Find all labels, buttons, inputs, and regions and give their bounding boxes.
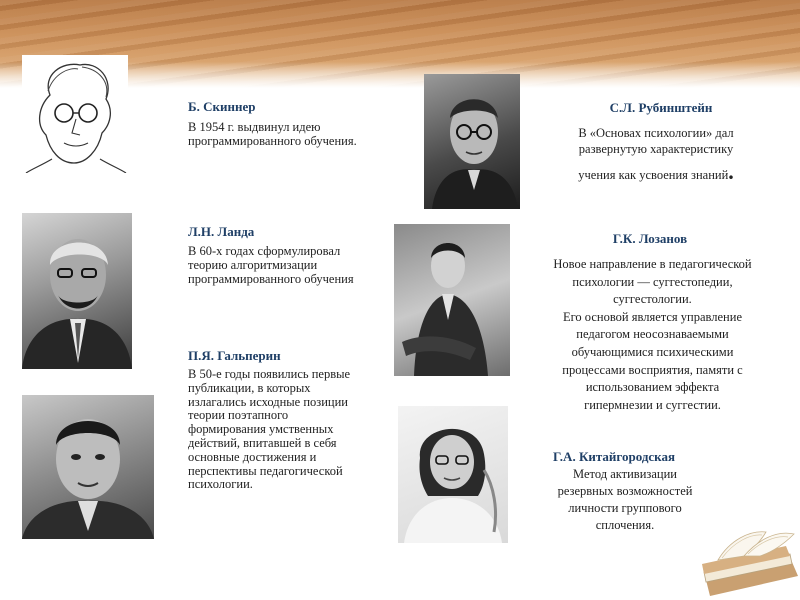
- galperin-description-line: основные достижения и: [188, 449, 317, 464]
- galperin-description-line: действий, впитавшей в себя: [188, 435, 337, 450]
- galperin-description-line: теории поэтапного: [188, 408, 289, 423]
- lozanov-description-line: Новое направление в педагогической: [553, 257, 752, 271]
- lozanov-description-line: педагогом неосознаваемыми: [576, 327, 729, 342]
- lozanov-description-line: процессами восприятия, памяти с: [562, 362, 743, 377]
- lozanov-description-line: психологии — суггестопедии,: [572, 274, 733, 289]
- skinner-description-line: В 1954 г. выдвинул идею: [188, 120, 321, 134]
- lozanov-description-line: обучающимися психическими: [571, 344, 734, 359]
- lozanov-name: Г.К. Лозанов: [612, 231, 688, 246]
- lozanov-portrait: [394, 224, 510, 376]
- galperin-name: П.Я. Гальперин: [188, 348, 281, 363]
- galperin-description: [188, 368, 388, 492]
- kitaygorodskaya-description-line: резервных возможностей: [557, 484, 693, 498]
- open-books-icon: [688, 510, 800, 600]
- lozanov-description: [520, 256, 785, 414]
- kitaygorodskaya-name: Г.А. Китайгородская: [553, 449, 676, 464]
- galperin-description-line: формирования умственных: [188, 422, 334, 437]
- landa-description-line: программированного обучения: [188, 272, 354, 286]
- kitaygorodskaya-description-line: личности группового: [568, 501, 682, 515]
- galperin-description-line: публикации, в которых: [188, 380, 311, 395]
- galperin-description-line: В 50-е годы появились первые: [188, 367, 351, 381]
- landa-name: Л.Н. Ланда: [188, 224, 255, 239]
- skinner-description-line: программированного обучения.: [188, 134, 357, 148]
- galperin-portrait: [22, 395, 154, 539]
- rubinstein-description: [548, 125, 764, 183]
- galperin-description-line: психологии.: [188, 477, 253, 492]
- kitaygorodskaya-portrait: [398, 406, 508, 543]
- rubinstein-description-line: развернутую характеристику: [578, 142, 734, 156]
- rubinstein-period: .: [728, 159, 734, 184]
- lozanov-description-line: использованием эффекта: [585, 380, 720, 395]
- landa-description-line: теорию алгоритмизации: [188, 258, 318, 272]
- galperin-description-line: перспективы педагогической: [188, 463, 343, 478]
- skinner-description: [188, 120, 357, 148]
- lozanov-description-line: Его основой является управление: [562, 309, 742, 324]
- galperin-description-line: излагались исходные позиции: [188, 394, 348, 409]
- landa-description-line: В 60-х годах сформулировал: [188, 244, 341, 258]
- lozanov-description-line: суггестологии.: [613, 292, 692, 307]
- lozanov-description-line: гипермнезии и суггестии.: [584, 397, 721, 412]
- rubinstein-name: С.Л. Рубинштейн: [609, 100, 713, 115]
- rubinstein-description-line: учения как усвоения знаний: [578, 168, 729, 182]
- skinner-portrait: [22, 55, 128, 173]
- skinner-name: Б. Скиннер: [188, 99, 256, 114]
- landa-portrait: [22, 213, 132, 369]
- kitaygorodskaya-description-line: Метод активизации: [573, 467, 677, 481]
- rubinstein-description-line: В «Основах психологии» дал: [578, 126, 734, 140]
- rubinstein-portrait: [424, 74, 520, 209]
- kitaygorodskaya-description-line: сплочения.: [595, 518, 655, 532]
- landa-description: [188, 244, 354, 286]
